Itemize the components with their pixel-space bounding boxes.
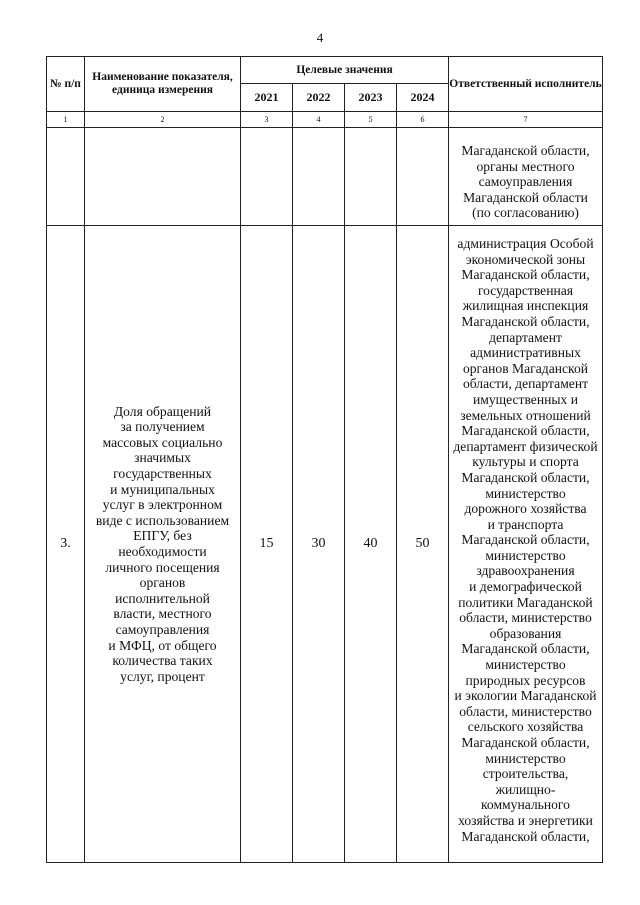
- header-year: 2022: [293, 84, 345, 112]
- header-year: 2024: [397, 84, 449, 112]
- responsible-cell: Магаданской области, органы местного самоуправления Магаданской области (по согласованию): [449, 128, 603, 226]
- column-number: 4: [293, 112, 345, 128]
- page-number: 4: [316, 30, 324, 45]
- value-cell: [345, 128, 397, 226]
- value-cell: [397, 128, 449, 226]
- value-2022: 30: [293, 226, 345, 863]
- value-2024: 50: [397, 226, 449, 863]
- header-num: № п/п: [47, 57, 85, 112]
- header-responsible: Ответственный исполнитель: [449, 57, 603, 112]
- header-name: Наименование показателя, единица измерения: [85, 57, 241, 112]
- indicator-name: Доля обращений за получением массовых социально значимых государственных и муниципальных услуг в электронном виде с использованием ЕПГУ, без необходимости личного посещения органов исполнительной власти, местного самоуправления и МФЦ, от общего количества таких услуг, процент: [85, 226, 241, 863]
- column-number: 7: [449, 112, 603, 128]
- column-number: 2: [85, 112, 241, 128]
- row-number: 3.: [47, 226, 85, 863]
- header-target-values: Целевые значения: [241, 57, 449, 84]
- header-year: 2021: [241, 84, 293, 112]
- indicator-name: [85, 128, 241, 226]
- column-number: 3: [241, 112, 293, 128]
- header-year: 2023: [345, 84, 397, 112]
- header-row: [47, 57, 603, 84]
- value-2023: 40: [345, 226, 397, 863]
- column-number: 6: [397, 112, 449, 128]
- row-number: [47, 128, 85, 226]
- column-number: 5: [345, 112, 397, 128]
- indicators-table: [46, 56, 603, 863]
- responsible-cell: администрация Особой экономической зоны Магаданской области, государственная жилищная инспекция Магаданской области, департамент административных органов Магаданской области, департамент имущественных и земельных отношений Магаданской области, департамент физической культуры и спорта Магаданской области, министерство дорожного хозяйства и транспорта Магаданской области, министерство здравоохранения и демографической политики Магаданской области, министерство образования Магаданской области, министерство природных ресурсов и экологии Магаданской области, министерство сельского хозяйства Магаданской области, министерство строительства, жилищно- коммунального хозяйства и энергетики Магаданской области,: [449, 226, 603, 863]
- table-row: [47, 128, 603, 226]
- value-cell: [293, 128, 345, 226]
- table-row: [47, 226, 603, 863]
- column-number: 1: [47, 112, 85, 128]
- column-numbers-row: [47, 112, 603, 128]
- value-cell: [241, 128, 293, 226]
- value-2021: 15: [241, 226, 293, 863]
